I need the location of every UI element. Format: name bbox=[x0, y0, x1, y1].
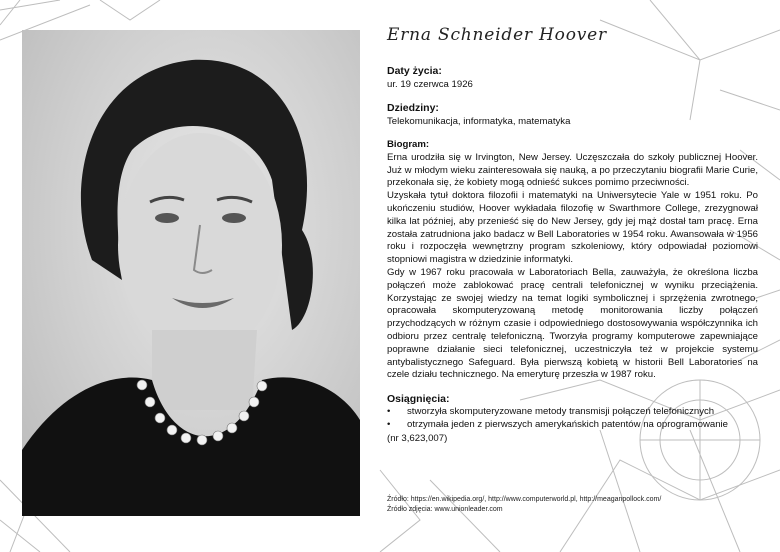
person-name: Erna Schneider Hoover bbox=[387, 25, 607, 45]
biography-section bbox=[387, 139, 758, 382]
life-dates-value: ur. 19 czerwca 1926 bbox=[387, 79, 473, 90]
achievement-item: • otrzymała jeden z pierwszych amerykańskich patentów na oprogramowanie bbox=[387, 419, 758, 432]
biography-title: Biogram: bbox=[387, 139, 430, 150]
fields-title: Dziedziny: bbox=[387, 102, 439, 114]
info-panel bbox=[387, 24, 758, 456]
achievement-item: • stworzyła skomputeryzowane metody transmisji połączeń telefonicznych bbox=[387, 406, 758, 419]
life-dates-title: Daty życia: bbox=[387, 65, 442, 77]
biography-paragraph: Erna urodziła się w Irvington, New Jersey. Uczęszczała do szkoły publicznej Hoover. Już w młodym wieku zainteresowała się nauką, a po przeczytaniu biografii Marie Curie, przekonała się, że kobiety mogą odnieść sukces pomimo przeciwności. bbox=[387, 151, 758, 189]
text-source: Źródło: https://en.wikipedia.org/, http://www.computerworld.pl, http://meaganpollock.com/ bbox=[387, 496, 662, 503]
biography-paragraph: Uzyskała tytuł doktora filozofii i matematyki na Uniwersytecie Yale w 1951 roku. Po ukończeniu studiów, Hoover wykładała filozofię w Swarthmore College, zrezygnował kilka lat później, aby przenieść się do New Jersey, gdy jej mąż dostał tam pracę. Erna została zatrudniona jako badacz w Bell Laboratories w 1954 roku. Awansowała w 1956 roku i rozpoczęła wewnętrzny program szkoleniowy, który odpowiadał poziomowi stopniowi magistra w dziedzinie informatyki. bbox=[387, 190, 758, 266]
fields-value: Telekomunikacja, informatyka, matematyka bbox=[387, 116, 571, 127]
achievements-section bbox=[387, 393, 758, 445]
biography-paragraph: Gdy w 1967 roku pracowała w Laboratoriach Bella, zauważyła, że określona liczba połączeń może zablokować pracę centrali telefonicznej w wyniku przeciążenia. Korzystając ze swojej wiedzy na temat logiki symbolicznej i sprzężenia zwrotnego, opracowała skomputeryzowaną metodę monitorowania liczby połączeń przychodzących w różnym czasie i odpowiedniego dostosowywania współczynnika ich odbioru przez centralę telefoniczną. Tworzyła programy komputerowe zapewniające poprawne działanie sieci telefonicznej, uczestniczyła też w projekcie systemu antybalistycznego Safeguard. Była pierwszą kobietą w historii Bell Laboratories na czele działu technicznego. Na emeryturę przeszła w 1987 roku. bbox=[387, 266, 758, 381]
fields-section bbox=[387, 102, 758, 128]
achievements-title: Osiągnięcia: bbox=[387, 393, 450, 406]
portrait-photo bbox=[22, 30, 360, 516]
patent-number: (nr 3,623,007) bbox=[387, 432, 448, 444]
sources-footer bbox=[387, 495, 767, 515]
image-source: Źródło zdjęcia: www.unionleader.com bbox=[387, 506, 503, 513]
life-dates-section bbox=[387, 65, 758, 91]
